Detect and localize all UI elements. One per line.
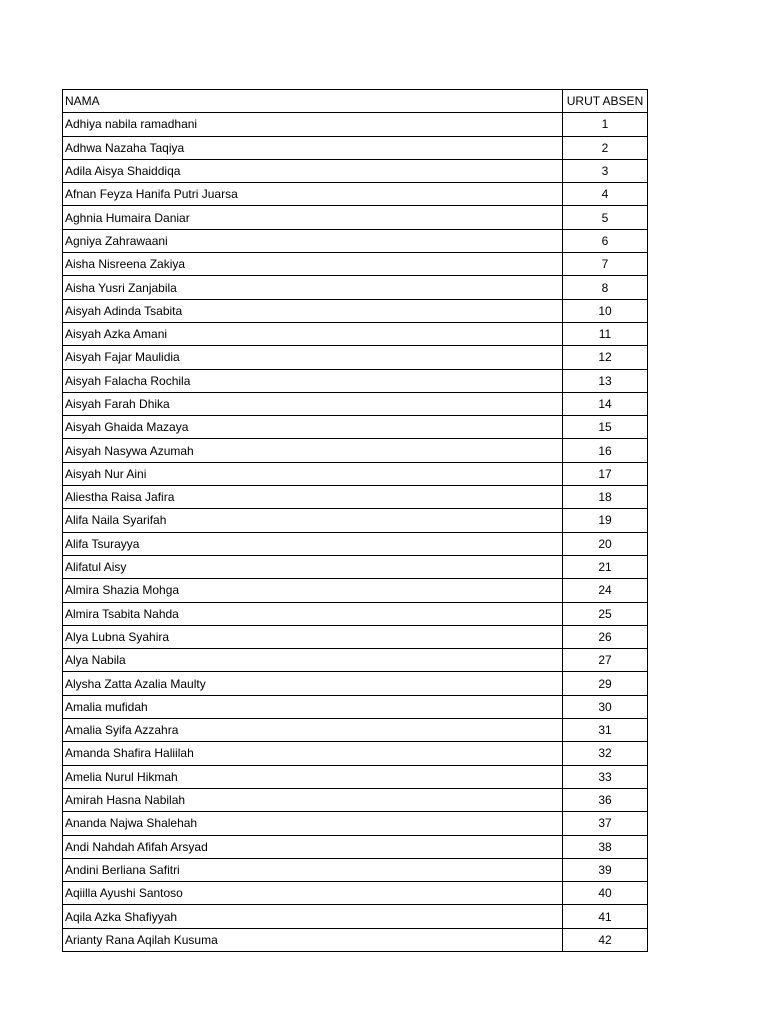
attendance-number-cell: 4 xyxy=(563,183,648,206)
student-name-cell: Aisyah Azka Amani xyxy=(63,322,563,345)
attendance-number-cell: 3 xyxy=(563,159,648,182)
student-name-cell: Agniya Zahrawaani xyxy=(63,229,563,252)
student-name-cell: Alifa Tsurayya xyxy=(63,532,563,555)
attendance-number-cell: 21 xyxy=(563,555,648,578)
attendance-number-cell: 10 xyxy=(563,299,648,322)
student-name-cell: Adila Aisya Shaiddiqa xyxy=(63,159,563,182)
table-row xyxy=(63,416,648,439)
table-row xyxy=(63,532,648,555)
table-row xyxy=(63,322,648,345)
table-row xyxy=(63,253,648,276)
attendance-number-cell: 26 xyxy=(563,625,648,648)
table-row xyxy=(63,719,648,742)
student-name-cell: Adhiya nabila ramadhani xyxy=(63,113,563,136)
student-name-cell: Aisyah Nasywa Azumah xyxy=(63,439,563,462)
attendance-number-cell: 6 xyxy=(563,229,648,252)
attendance-number-cell: 33 xyxy=(563,765,648,788)
table-row xyxy=(63,649,648,672)
attendance-number-cell: 29 xyxy=(563,672,648,695)
table-row xyxy=(63,206,648,229)
student-name-cell: Almira Shazia Mohga xyxy=(63,579,563,602)
table-row xyxy=(63,299,648,322)
student-name-cell: Aisyah Farah Dhika xyxy=(63,392,563,415)
attendance-number-cell: 40 xyxy=(563,882,648,905)
table-row xyxy=(63,742,648,765)
student-name-cell: Aqila Azka Shafiyyah xyxy=(63,905,563,928)
student-name-cell: Aisha Yusri Zanjabila xyxy=(63,276,563,299)
student-name-cell: Aisyah Fajar Maulidia xyxy=(63,346,563,369)
table-row xyxy=(63,113,648,136)
attendance-number-cell: 24 xyxy=(563,579,648,602)
attendance-number-cell: 30 xyxy=(563,695,648,718)
attendance-number-cell: 31 xyxy=(563,719,648,742)
table-row xyxy=(63,765,648,788)
student-name-cell: Amelia Nurul Hikmah xyxy=(63,765,563,788)
header-name: NAMA xyxy=(63,90,563,113)
attendance-table xyxy=(62,89,648,952)
student-name-cell: Aisyah Nur Aini xyxy=(63,462,563,485)
table-row xyxy=(63,229,648,252)
attendance-number-cell: 25 xyxy=(563,602,648,625)
student-name-cell: Ananda Najwa Shalehah xyxy=(63,812,563,835)
attendance-number-cell: 19 xyxy=(563,509,648,532)
student-name-cell: Alifa Naila Syarifah xyxy=(63,509,563,532)
student-name-cell: Andini Berliana Safitri xyxy=(63,858,563,881)
attendance-number-cell: 11 xyxy=(563,322,648,345)
attendance-number-cell: 42 xyxy=(563,928,648,951)
attendance-number-cell: 32 xyxy=(563,742,648,765)
attendance-number-cell: 38 xyxy=(563,835,648,858)
attendance-number-cell: 2 xyxy=(563,136,648,159)
table-row xyxy=(63,695,648,718)
attendance-number-cell: 20 xyxy=(563,532,648,555)
table-row xyxy=(63,369,648,392)
student-name-cell: Alifatul Aisy xyxy=(63,555,563,578)
header-number: URUT ABSEN xyxy=(563,90,648,113)
table-row xyxy=(63,672,648,695)
table-row xyxy=(63,486,648,509)
attendance-number-cell: 16 xyxy=(563,439,648,462)
attendance-number-cell: 36 xyxy=(563,788,648,811)
attendance-number-cell: 27 xyxy=(563,649,648,672)
student-name-cell: Alya Nabila xyxy=(63,649,563,672)
attendance-number-cell: 7 xyxy=(563,253,648,276)
table-row xyxy=(63,788,648,811)
attendance-number-cell: 8 xyxy=(563,276,648,299)
attendance-number-cell: 18 xyxy=(563,486,648,509)
student-name-cell: Alya Lubna Syahira xyxy=(63,625,563,648)
table-row xyxy=(63,602,648,625)
attendance-number-cell: 37 xyxy=(563,812,648,835)
table-header-row xyxy=(63,90,648,113)
table-row xyxy=(63,462,648,485)
student-name-cell: Aqiilla Ayushi Santoso xyxy=(63,882,563,905)
table-row xyxy=(63,509,648,532)
table-row xyxy=(63,905,648,928)
attendance-number-cell: 41 xyxy=(563,905,648,928)
attendance-number-cell: 15 xyxy=(563,416,648,439)
attendance-sheet xyxy=(62,89,647,952)
table-row xyxy=(63,392,648,415)
attendance-number-cell: 1 xyxy=(563,113,648,136)
attendance-number-cell: 39 xyxy=(563,858,648,881)
student-name-cell: Amirah Hasna Nabilah xyxy=(63,788,563,811)
table-row xyxy=(63,812,648,835)
student-name-cell: Afnan Feyza Hanifa Putri Juarsa xyxy=(63,183,563,206)
attendance-number-cell: 5 xyxy=(563,206,648,229)
student-name-cell: Aisyah Falacha Rochila xyxy=(63,369,563,392)
table-row xyxy=(63,439,648,462)
table-row xyxy=(63,928,648,951)
student-name-cell: Aghnia Humaira Daniar xyxy=(63,206,563,229)
student-name-cell: Amalia Syifa Azzahra xyxy=(63,719,563,742)
table-row xyxy=(63,882,648,905)
student-name-cell: Aisyah Ghaida Mazaya xyxy=(63,416,563,439)
student-name-cell: Arianty Rana Aqilah Kusuma xyxy=(63,928,563,951)
table-body xyxy=(63,113,648,952)
student-name-cell: Aisha Nisreena Zakiya xyxy=(63,253,563,276)
table-row xyxy=(63,346,648,369)
attendance-number-cell: 17 xyxy=(563,462,648,485)
student-name-cell: Aliestha Raisa Jafira xyxy=(63,486,563,509)
student-name-cell: Almira Tsabita Nahda xyxy=(63,602,563,625)
student-name-cell: Amalia mufidah xyxy=(63,695,563,718)
attendance-number-cell: 14 xyxy=(563,392,648,415)
table-row xyxy=(63,183,648,206)
table-row xyxy=(63,136,648,159)
table-row xyxy=(63,858,648,881)
table-row xyxy=(63,835,648,858)
table-row xyxy=(63,625,648,648)
table-row xyxy=(63,555,648,578)
attendance-number-cell: 12 xyxy=(563,346,648,369)
student-name-cell: Amanda Shafira Haliilah xyxy=(63,742,563,765)
table-row xyxy=(63,159,648,182)
table-row xyxy=(63,276,648,299)
student-name-cell: Aisyah Adinda Tsabita xyxy=(63,299,563,322)
attendance-number-cell: 13 xyxy=(563,369,648,392)
student-name-cell: Andi Nahdah Afifah Arsyad xyxy=(63,835,563,858)
table-row xyxy=(63,579,648,602)
student-name-cell: Alysha Zatta Azalia Maulty xyxy=(63,672,563,695)
student-name-cell: Adhwa Nazaha Taqiya xyxy=(63,136,563,159)
